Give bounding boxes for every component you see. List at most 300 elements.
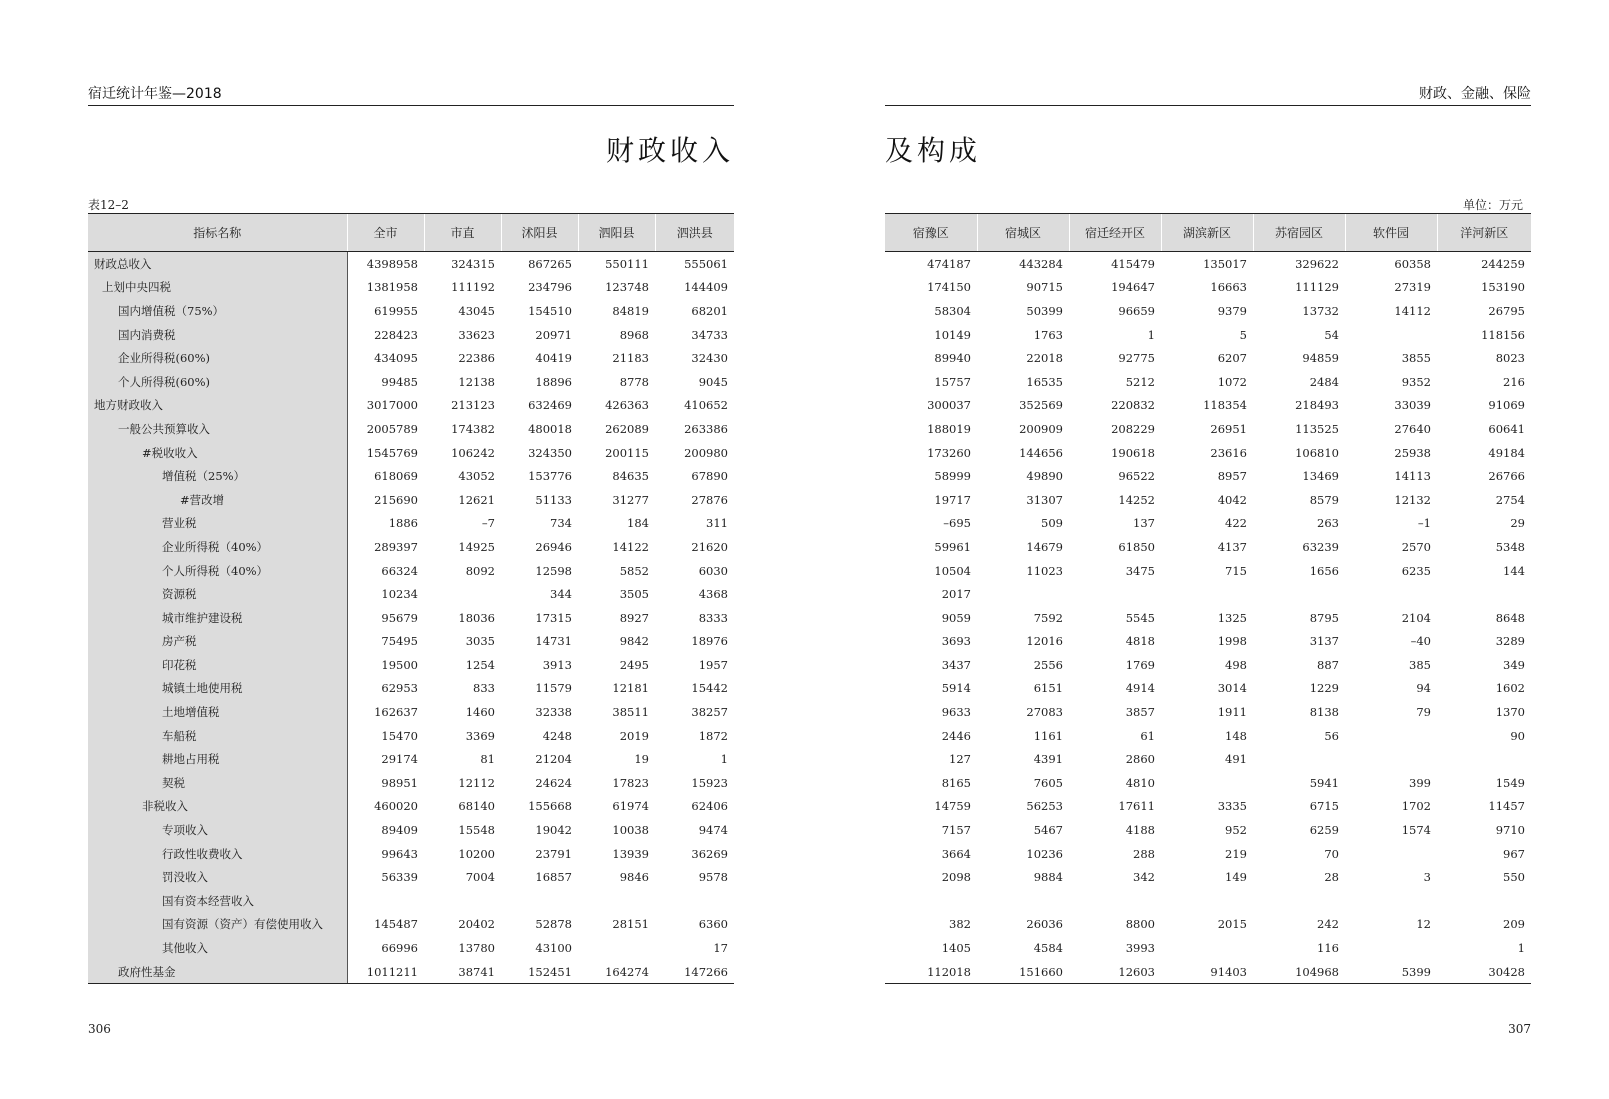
column-header: 泗洪县 — [655, 214, 734, 252]
table-cell: –40 — [1410, 634, 1431, 649]
table-cell: 216 — [1503, 374, 1525, 389]
table-cell: 3335 — [1217, 799, 1247, 814]
table-row — [885, 488, 1531, 512]
table-cell: 173260 — [927, 445, 971, 460]
table-cell: 1370 — [1495, 705, 1525, 720]
table-row — [88, 724, 734, 748]
table-cell: 28151 — [612, 917, 649, 932]
table-cell: 5914 — [941, 681, 971, 696]
table-header-row — [885, 214, 1531, 252]
table-cell: 106810 — [1295, 445, 1339, 460]
table-cell: 7157 — [941, 823, 971, 838]
table-row — [885, 865, 1531, 889]
table-cell: 3693 — [941, 634, 971, 649]
table-cell: 209 — [1503, 917, 1525, 932]
table-cell: 18896 — [535, 374, 572, 389]
table-cell: 153776 — [528, 469, 572, 484]
table-cell: 32430 — [691, 351, 728, 366]
table-row — [88, 842, 734, 866]
table-cell: 1381958 — [366, 280, 418, 295]
table-cell: 113525 — [1295, 421, 1339, 436]
table-cell: 67890 — [691, 469, 728, 484]
table-cell: 1998 — [1217, 634, 1247, 649]
row-label: 城镇土地使用税 — [88, 677, 347, 701]
table-cell: 426363 — [605, 398, 649, 413]
table-cell: 12016 — [1026, 634, 1063, 649]
table-cell: 28 — [1324, 870, 1339, 885]
table-cell — [1345, 582, 1437, 606]
table-cell: 14731 — [535, 634, 572, 649]
table-row — [885, 252, 1531, 276]
table-cell: 106242 — [451, 445, 495, 460]
table-cell: 38257 — [691, 705, 728, 720]
table-row — [88, 488, 734, 512]
table-cell: 60358 — [1394, 256, 1431, 271]
table-cell: 1872 — [698, 728, 728, 743]
table-cell: 17611 — [1118, 799, 1155, 814]
table-cell: 75495 — [381, 634, 418, 649]
table-row — [88, 276, 734, 300]
table-cell: 27083 — [1026, 705, 1063, 720]
table-cell: 2556 — [1033, 657, 1063, 672]
table-cell: 228423 — [374, 327, 418, 342]
column-header: 全市 — [347, 214, 424, 252]
table-cell: 56 — [1324, 728, 1339, 743]
table-cell: 127 — [949, 752, 971, 767]
table-cell: 11457 — [1488, 799, 1525, 814]
table-cell: 111192 — [451, 280, 495, 295]
table-cell: 194647 — [1111, 280, 1155, 295]
table-cell: 22386 — [458, 351, 495, 366]
table-cell: 12603 — [1069, 960, 1161, 984]
table-cell: 460020 — [374, 799, 418, 814]
table-cell: 1 — [1147, 327, 1155, 342]
table-row — [885, 677, 1531, 701]
table-cell: 491 — [1225, 752, 1247, 767]
table-row — [88, 582, 734, 606]
table-cell: 10038 — [612, 823, 649, 838]
table-cell: 152451 — [501, 960, 578, 984]
table-cell: 89940 — [934, 351, 971, 366]
table-cell: 1405 — [941, 941, 971, 956]
table-row — [885, 512, 1531, 536]
table-cell: 5 — [1239, 327, 1247, 342]
table-cell: 174150 — [927, 280, 971, 295]
row-label: 国内增值税（75%） — [88, 299, 347, 323]
table-cell: 19500 — [381, 657, 418, 672]
table-cell: 164274 — [578, 960, 655, 984]
table-cell — [1345, 747, 1437, 771]
table-cell: 6207 — [1217, 351, 1247, 366]
table-cell: 3017000 — [366, 398, 418, 413]
table-row — [885, 417, 1531, 441]
table-cell: 5467 — [1033, 823, 1063, 838]
table-cell: 4398958 — [366, 256, 418, 271]
table-cell: 6715 — [1309, 799, 1339, 814]
table-cell: 23616 — [1210, 445, 1247, 460]
table-cell: 8023 — [1495, 351, 1525, 366]
table-cell: 9846 — [619, 870, 649, 885]
row-label: 企业所得税(60%) — [88, 346, 347, 370]
table-cell: 867265 — [528, 256, 572, 271]
table-cell: 58304 — [934, 303, 971, 318]
table-cell: 5348 — [1495, 539, 1525, 554]
table-cell: 2104 — [1401, 610, 1431, 625]
table-cell: 550 — [1503, 870, 1525, 885]
table-cell: 16663 — [1210, 280, 1247, 295]
table-cell: 734 — [550, 516, 572, 531]
table-cell: 68140 — [458, 799, 495, 814]
column-header: 市直 — [424, 214, 501, 252]
table-cell: 4368 — [698, 587, 728, 602]
table-cell: 5545 — [1125, 610, 1155, 625]
table-cell: 16535 — [1026, 374, 1063, 389]
table-cell — [1437, 747, 1531, 771]
table-cell: 1325 — [1217, 610, 1247, 625]
table-cell: 4248 — [542, 728, 572, 743]
table-cell — [1253, 582, 1345, 606]
table-cell: 34733 — [691, 327, 728, 342]
table-cell — [1345, 936, 1437, 960]
table-cell: 9578 — [698, 870, 728, 885]
column-header: 宿豫区 — [885, 214, 977, 252]
table-cell: 11579 — [535, 681, 572, 696]
table-row — [88, 252, 734, 276]
table-cell: 24624 — [535, 775, 572, 790]
table-cell: 99643 — [381, 846, 418, 861]
row-label: 个人所得税（40%） — [88, 559, 347, 583]
table-cell: 311 — [706, 516, 728, 531]
table-cell — [578, 936, 655, 960]
table-cell: 220832 — [1111, 398, 1155, 413]
row-label: 国内消费税 — [88, 323, 347, 347]
table-cell: 385 — [1409, 657, 1431, 672]
table-cell: 14112 — [1394, 303, 1431, 318]
table-cell: 9842 — [619, 634, 649, 649]
row-label: 国有资本经营收入 — [88, 889, 347, 913]
table-cell: 3 — [1423, 870, 1431, 885]
table-cell: 3437 — [941, 657, 971, 672]
table-cell: 5852 — [619, 563, 649, 578]
table-cell: 200980 — [684, 445, 728, 460]
table-cell: 43100 — [535, 941, 572, 956]
table-row — [88, 795, 734, 819]
table-row — [88, 417, 734, 441]
table-cell: 14252 — [1118, 492, 1155, 507]
table-cell: 833 — [473, 681, 495, 696]
table-row — [885, 559, 1531, 583]
table-cell: 4391 — [1033, 752, 1063, 767]
table-cell: 15757 — [934, 374, 971, 389]
running-head-right: 财政、金融、保险 — [1419, 86, 1531, 102]
table-cell: 17315 — [535, 610, 572, 625]
table-cell: 3369 — [465, 728, 495, 743]
table-cell: 96659 — [1118, 303, 1155, 318]
table-cell: 2860 — [1125, 752, 1155, 767]
column-header: 软件园 — [1345, 214, 1437, 252]
table-cell: 4818 — [1125, 634, 1155, 649]
table-cell: 19717 — [934, 492, 971, 507]
row-label: 契税 — [88, 771, 347, 795]
column-header: 洋河新区 — [1437, 214, 1531, 252]
table-cell: –695 — [943, 516, 971, 531]
table-cell: 32338 — [535, 705, 572, 720]
table-cell: 49184 — [1488, 445, 1525, 460]
table-cell: 1229 — [1309, 681, 1339, 696]
table-header-row — [88, 214, 734, 252]
table-cell: 1545769 — [366, 445, 418, 460]
table-row — [88, 960, 734, 984]
table-cell: 352569 — [1019, 398, 1063, 413]
table-cell: 20402 — [458, 917, 495, 932]
table-cell: 329622 — [1295, 256, 1339, 271]
table-cell: –1 — [1417, 516, 1431, 531]
table-cell: 30428 — [1437, 960, 1531, 984]
table-cell: 148 — [1225, 728, 1247, 743]
table-cell: 22018 — [1026, 351, 1063, 366]
table-cell: 2015 — [1217, 917, 1247, 932]
table-cell: 14122 — [612, 539, 649, 554]
table-cell: 14759 — [934, 799, 971, 814]
table-cell: 26951 — [1210, 421, 1247, 436]
header-rule-left — [88, 105, 734, 106]
row-label: 上划中央四税 — [88, 276, 347, 300]
table-cell: 26795 — [1488, 303, 1525, 318]
column-header: 泗阳县 — [578, 214, 655, 252]
table-cell: 1011211 — [347, 960, 424, 984]
table-cell: 1957 — [698, 657, 728, 672]
table-cell: 1 — [1517, 941, 1525, 956]
table-cell: 90715 — [1026, 280, 1063, 295]
table-row — [88, 677, 734, 701]
table-cell — [424, 889, 501, 913]
row-label: 专项收入 — [88, 818, 347, 842]
table-cell: 3035 — [465, 634, 495, 649]
table-cell: 43045 — [458, 303, 495, 318]
table-cell: 20971 — [535, 327, 572, 342]
table-row — [88, 630, 734, 654]
table-cell: 21204 — [535, 752, 572, 767]
table-row — [88, 394, 734, 418]
table-cell: 8957 — [1217, 469, 1247, 484]
table-cell — [655, 889, 734, 913]
table-cell: 4584 — [1033, 941, 1063, 956]
table-cell: 9710 — [1495, 823, 1525, 838]
table-cell — [1437, 582, 1531, 606]
table-cell: 632469 — [528, 398, 572, 413]
table-cell: 61 — [1140, 728, 1155, 743]
table-row — [885, 606, 1531, 630]
table-cell: 29174 — [381, 752, 418, 767]
column-header: 宿城区 — [977, 214, 1069, 252]
table-cell: 8800 — [1125, 917, 1155, 932]
table-cell: 23791 — [535, 846, 572, 861]
table-cell — [1345, 842, 1437, 866]
table-cell: 8778 — [619, 374, 649, 389]
table-cell: 1769 — [1125, 657, 1155, 672]
table-cell: 1702 — [1401, 799, 1431, 814]
row-label: 政府性基金 — [88, 960, 347, 984]
table-cell — [1345, 323, 1437, 347]
table-cell: 5399 — [1345, 960, 1437, 984]
table-cell: 21183 — [612, 351, 649, 366]
table-row — [885, 936, 1531, 960]
row-label: 车船税 — [88, 724, 347, 748]
table-row — [885, 441, 1531, 465]
table-id: 表12–2 — [88, 198, 129, 212]
table-cell: 12132 — [1394, 492, 1431, 507]
table-cell: 3505 — [619, 587, 649, 602]
table-cell: 9884 — [1033, 870, 1063, 885]
table-cell: 70 — [1324, 846, 1339, 861]
table-cell: 219 — [1225, 846, 1247, 861]
table-row — [88, 913, 734, 937]
row-label: 印花税 — [88, 653, 347, 677]
table-cell: 62953 — [381, 681, 418, 696]
table-row — [885, 276, 1531, 300]
table-cell: 66324 — [381, 563, 418, 578]
table-cell: 2017 — [941, 587, 971, 602]
table-cell: 26766 — [1488, 469, 1525, 484]
table-cell: 2446 — [941, 728, 971, 743]
table-row — [885, 370, 1531, 394]
table-cell: 10200 — [458, 846, 495, 861]
table-cell: 31277 — [612, 492, 649, 507]
row-label: 耕地占用税 — [88, 747, 347, 771]
table-cell: 8092 — [465, 563, 495, 578]
table-cell: 967 — [1503, 846, 1525, 861]
table-cell: 1886 — [388, 516, 418, 531]
table-cell: 410652 — [684, 398, 728, 413]
table-cell: 91069 — [1488, 398, 1525, 413]
table-cell: 952 — [1225, 823, 1247, 838]
table-row — [88, 606, 734, 630]
table-cell: 59961 — [934, 539, 971, 554]
table-row — [88, 323, 734, 347]
row-label: #税收收入 — [88, 441, 347, 465]
column-header: 湖滨新区 — [1161, 214, 1253, 252]
table-row — [885, 582, 1531, 606]
row-label: 资源税 — [88, 582, 347, 606]
table-cell: 6360 — [698, 917, 728, 932]
table-cell: 263386 — [684, 421, 728, 436]
table-cell: 8968 — [619, 327, 649, 342]
table-cell — [1253, 889, 1345, 913]
table-cell: –7 — [481, 516, 495, 531]
table-cell: 4810 — [1125, 775, 1155, 790]
table-cell: 1911 — [1217, 705, 1247, 720]
table-row — [885, 535, 1531, 559]
table-cell: 215690 — [374, 492, 418, 507]
table-cell: 474187 — [927, 256, 971, 271]
table-cell: 84819 — [612, 303, 649, 318]
table-row — [885, 346, 1531, 370]
table-cell: 7605 — [1033, 775, 1063, 790]
table-cell: 234796 — [528, 280, 572, 295]
table-cell: 8165 — [941, 775, 971, 790]
table-cell: 213123 — [451, 398, 495, 413]
table-cell: 4188 — [1125, 823, 1155, 838]
table-cell: 6235 — [1401, 563, 1431, 578]
table-cell: 3855 — [1401, 351, 1431, 366]
table-cell: 116 — [1317, 941, 1339, 956]
table-row — [88, 700, 734, 724]
table-cell: 288 — [1133, 846, 1155, 861]
table-cell: 153190 — [1481, 280, 1525, 295]
table-cell: 2495 — [619, 657, 649, 672]
table-cell — [424, 582, 501, 606]
table-cell: 344 — [550, 587, 572, 602]
table-cell: 1549 — [1495, 775, 1525, 790]
table-cell: 2005789 — [366, 421, 418, 436]
table-cell: 10234 — [381, 587, 418, 602]
table-cell: 3475 — [1125, 563, 1155, 578]
table-cell: 218493 — [1295, 398, 1339, 413]
table-cell: 63239 — [1302, 539, 1339, 554]
table-cell: 15442 — [691, 681, 728, 696]
table-cell: 10236 — [1026, 846, 1063, 861]
row-label: 城市维护建设税 — [88, 606, 347, 630]
row-label: 地方财政收入 — [88, 394, 347, 418]
table-cell: 5212 — [1125, 374, 1155, 389]
table-cell: 619955 — [374, 303, 418, 318]
table-cell: 11023 — [1026, 563, 1063, 578]
table-cell — [501, 889, 578, 913]
table-cell: 15923 — [691, 775, 728, 790]
table-cell: 300037 — [927, 398, 971, 413]
table-cell — [1345, 724, 1437, 748]
table-cell — [1161, 936, 1253, 960]
table-cell: 16857 — [535, 870, 572, 885]
table-cell: 184 — [627, 516, 649, 531]
table-cell: 342 — [1133, 870, 1155, 885]
table-cell: 200909 — [1019, 421, 1063, 436]
table-cell: 50399 — [1026, 303, 1063, 318]
table-row — [885, 724, 1531, 748]
table-cell: 40419 — [535, 351, 572, 366]
table-cell: 14113 — [1394, 469, 1431, 484]
table-cell: 95679 — [381, 610, 418, 625]
table-cell: 9045 — [698, 374, 728, 389]
table-cell: 3137 — [1309, 634, 1339, 649]
table-cell: 92775 — [1118, 351, 1155, 366]
table-cell: 2019 — [619, 728, 649, 743]
table-cell: 324315 — [451, 256, 495, 271]
table-cell: 38741 — [424, 960, 501, 984]
table-cell: 13732 — [1302, 303, 1339, 318]
table-cell — [347, 889, 424, 913]
table-cell: 4042 — [1217, 492, 1247, 507]
table-cell: 2098 — [941, 870, 971, 885]
table-cell: 12112 — [458, 775, 495, 790]
row-label: 营业税 — [88, 512, 347, 536]
table-cell: 99485 — [381, 374, 418, 389]
table-cell: 6151 — [1033, 681, 1063, 696]
table-cell: 123748 — [605, 280, 649, 295]
table-cell: 8927 — [619, 610, 649, 625]
table-cell: 2484 — [1309, 374, 1339, 389]
table-row — [88, 370, 734, 394]
table-cell: 6259 — [1309, 823, 1339, 838]
table-cell: 147266 — [655, 960, 734, 984]
table-cell: 1763 — [1033, 327, 1063, 342]
right-page — [885, 0, 1531, 1099]
column-header: 宿迁经开区 — [1069, 214, 1161, 252]
table-cell: 9379 — [1217, 303, 1247, 318]
table-cell: 29 — [1510, 516, 1525, 531]
table-cell: 289397 — [374, 539, 418, 554]
table-cell: 58999 — [934, 469, 971, 484]
